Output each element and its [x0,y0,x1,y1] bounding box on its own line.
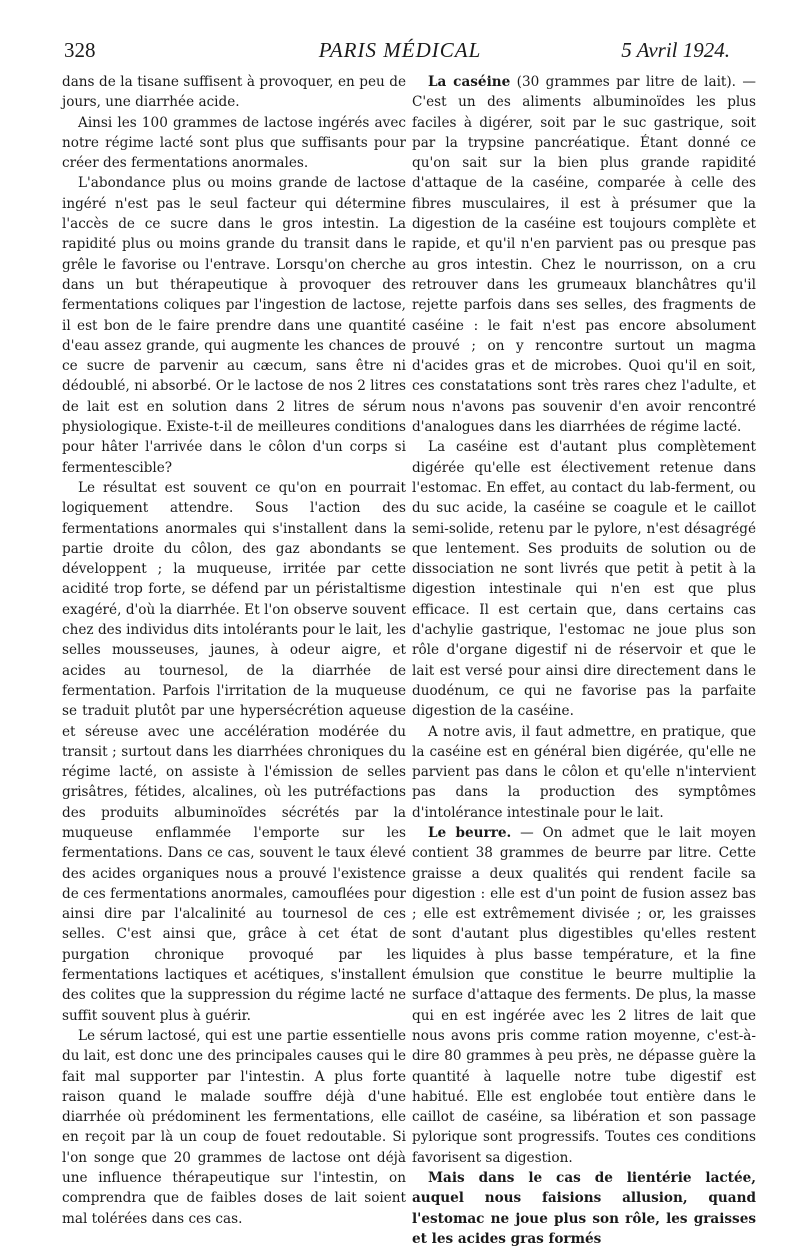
journal-title: PARIS MÉDICAL [318,38,482,62]
paragraph: dans de la tisane suffisent à provoquer, en peu de jours, une diarrhée acide. [62,74,406,111]
paragraph-text: — On admet que le lait moyen contient 38 grammes de beurre par litre. Cette graisse a deux qualités qui rendent facile sa digestion : elle est d'un point de fusion assez bas ; elle est extrêmement divisée ; or, les graisses sont d'autant plus digestibles qu'elles restent liquides à plus basse température, et la fine émulsion que constitue le beurre multiplie la surface d'attaque des ferments. De plus, la masse qui en est ingérée avec les 2 litres de lait que nous avons pris comme ration moyenne, c'est-à-dire 80 grammes à peu près, ne dépasse guère la quantité à laquelle notre tube digestif est habitué. Elle est englobée tout entière dans le caillot de caséine, sa libération et son passage pylorique sont progressifs. Toutes ces conditions favorisent sa digestion. [412,824,756,1166]
section-heading-caseine: La caséine [428,74,511,90]
paragraph: Mais dans le cas de lientérie lactée, auquel nous faisions allusion, quand l'estomac ne joue plus son rôle, les graisses et les acides gras formés [412,1170,756,1247]
issue-date: 5 Avril 1924. [621,38,730,62]
paragraph: La caséine est d'autant plus complètement digérée qu'elle est électivement retenue dans l'estomac. En effet, au contact du lab-ferment, ou du suc acide, la caséine se coagule et le caillot semi-solide, retenu par le pylore, n'est désagrégé que lentement. Ses produits de solution ou de dissociation ne sont livrés que petit à petit à la digestion intestinale qui n'en est que plus efficace. Il est certain que, dans certains cas d'achylie gastrique, l'estomac ne joue plus son rôle d'organe digestif ni de réservoir et que le lait est versé pour ainsi dire directement dans le duodénum, ce qui ne favorise pas la parfaite digestion de la caséine. [412,439,756,720]
running-header [52,30,748,64]
paragraph: L'abondance plus ou moins grande de lactose ingéré n'est pas le seul facteur qui détermine l'accès de ce sucre dans le gros intestin. La rapidité plus ou moins grande du transit dans le grêle le favorise ou l'entrave. Lorsqu'on cherche dans un but thérapeutique à provoquer des fermentations coliques par l'ingestion de lactose, il est bon de le faire prendre dans une quantité d'eau assez grande, qui augmente les chances de ce sucre de parvenir au cæcum, sans être ni dédoublé, ni absorbé. Or le lactose de nos 2 litres de lait est en solution dans 2 litres de sérum physiologique. Existe-t-il de meilleures conditions pour hâter l'arrivée dans le côlon d'un corps si fermentescible? [62,175,406,476]
paragraph: Ainsi les 100 grammes de lactose ingérés avec notre régime lacté sont plus que suffisants pour créer des fermentations anormales. [62,114,406,172]
paragraph-caseine [412,72,756,437]
paragraph-beurre [412,823,756,1168]
paragraph-text: (30 grammes par litre de lait). — C'est un des aliments albuminoïdes les plus faciles à digérer, soit par le suc gastrique, soit par la trypsine pancréatique. Étant donné ce qu'on sait sur la bien plus grande rapidité d'attaque de la caséine, comparée à celle des fibres musculaires, il est à présumer que la digestion de la caséine est toujours complète et rapide, et qu'il n'en parvient pas ou presque pas au gros intestin. Chez le nourrisson, on a cru retrouver dans les grumeaux blanchâtres qu'il rejette parfois dans ses selles, des fragments de caséine : le fait n'est pas encore absolument prouvé ; on y rencontre surtout un magma d'acides gras et de microbes. Quoi qu'il en soit, ces constatations sont très rares chez l'adulte, et nous n'avons pas souvenir d'en avoir rencontré d'analogues dans les diarrhées de régime lacté. [412,74,756,436]
paragraph: Le résultat est souvent ce qu'on en pourrait logiquement attendre. Sous l'action des fermentations anormales qui s'installent dans la partie droite du côlon, des gaz abondants se développent ; la muqueuse, irritée par cette acidité trop forte, se défend par un péristaltisme exagéré, d'où la diarrhée. Et l'on observe souvent chez des individus dits intolérants pour le lait, les selles mousseuses, jaunes, à odeur aigre, et acides au tournesol, de la diarrhée de fermentation. Parfois l'irritation de la muqueuse se traduit plutôt par une hypersécrétion aqueuse et séreuse avec une accélération modérée du transit ; surtout dans les diarrhées chroniques du régime lacté, on assiste à l'émission de selles grisâtres, fétides, alcalines, où les putréfactions des produits albuminoïdes sécrétés par la muqueuse enflammée l'emporte sur les fermentations. Dans ce cas, souvent le taux élevé des acides organiques nous a prouvé l'existence de ces fermentations anormales, camouflées pour ainsi dire par l'alcalinité au tournesol de ces selles. C'est ainsi que, grâce à cet état de purgation chronique provoqué par les fermentations lactiques et acétiques, s'installent des colites que la suppression du régime lacté ne suffit souvent plus à guérir. [62,479,406,1024]
section-heading-beurre: Le beurre. [428,824,512,841]
left-column [62,72,406,1229]
right-column [412,72,756,1249]
page-number: 328 [64,38,96,62]
paragraph: A notre avis, il faut admettre, en pratique, que la caséine est en général bien digérée, qu'elle ne parvient pas dans le côlon et qu'elle n'intervient pas dans la production des symptômes d'intolérance intestinale pour le lait. [412,723,756,821]
paragraph: Le sérum lactosé, qui est une partie essentielle du lait, est donc une des principales causes qui le fait mal supporter par l'intestin. A plus forte raison quand le malade souffre déjà d'une diarrhée où prédominent les fermentations, elle en reçoit par là un coup de fouet redoutable. Si l'on songe que 20 grammes de lactose ont déjà une influence thérapeutique sur l'intestin, on comprendra que de faibles doses de lait soient mal tolérées dans ces cas. [62,1027,406,1227]
